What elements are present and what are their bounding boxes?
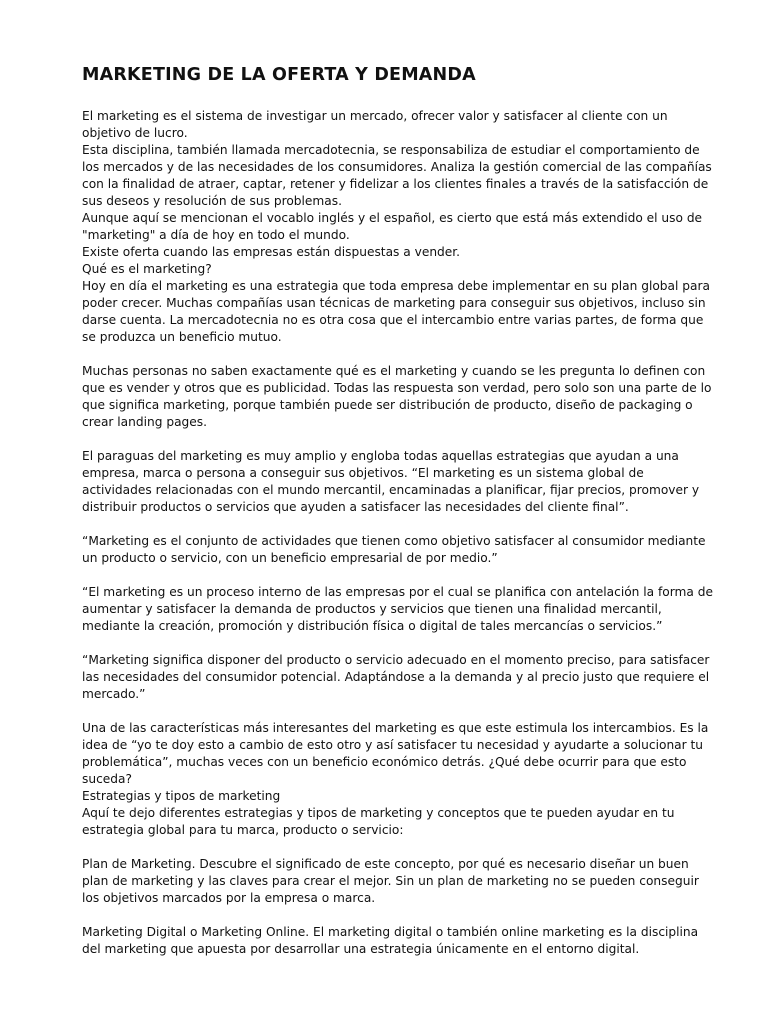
paragraph-definition: El marketing es el sistema de investigar un mercado, ofrecer valor y satisfacer al cliente con un objetivo de lucro. xyxy=(82,109,668,140)
paragraph-umbrella: El paraguas del marketing es muy amplio y engloba todas aquellas estrategias que ayudan a una empresa, marca o persona a conseguir sus objetivos. “El marketing es un sistema global de actividades relacionadas con el mundo mercantil, encaminadas a planificar, fijar precios, promover y distribuir productos o servicios que ayuden a satisfacer las necesidades del cliente final”. xyxy=(82,449,700,514)
paragraph-marketing-plan: Plan de Marketing. Descubre el significado de este concepto, por qué es necesario diseñar un buen plan de marketing y las claves para crear el mejor. Sin un plan de marketing no se pueden conseguir los objetivos marcados por la empresa o marca. xyxy=(82,857,699,905)
paragraph-quote-2: “El marketing es un proceso interno de las empresas por el cual se planifica con antelación la forma de aumentar y satisfacer la demanda de productos y servicios que tienen una finalidad mercantil, mediante la creación, promoción y distribución física o digital de tales mercancías o servicios.” xyxy=(82,585,713,633)
paragraph-people: Muchas personas no saben exactamente qué es el marketing y cuando se les pregunta lo definen con que es vender y otros que es publicidad. Todas las respuesta son verdad, pero solo son una parte de lo que significa marketing, porque también puede ser distribución de producto, diseño de packaging o crear landing pages. xyxy=(82,364,712,429)
paragraph-digital-marketing: Marketing Digital o Marketing Online. El marketing digital o también online marketing es la disciplina del marketing que apuesta por desarrollar una estrategia únicamente en el entorno digital. xyxy=(82,925,699,956)
paragraph-quote-1: “Marketing es el conjunto de actividades que tienen como objetivo satisfacer al consumidor mediante un producto o servicio, con un beneficio empresarial de por medio.” xyxy=(82,534,706,565)
paragraph-quote-3: “Marketing significa disponer del producto o servicio adecuado en el momento preciso, para satisfacer las necesidades del consumidor potencial. Adaptándose a la demanda y al precio justo que requiere el mercado.” xyxy=(82,653,710,701)
paragraph-strategies-heading: Estrategias y tipos de marketing xyxy=(82,789,281,803)
paragraph-offer: Existe oferta cuando las empresas están dispuestas a vender. xyxy=(82,245,461,259)
paragraph-question: Qué es el marketing? xyxy=(82,262,212,276)
paragraph-today: Hoy en día el marketing es una estrategia que toda empresa debe implementar en su plan global para poder crecer. Muchas compañías usan técnicas de marketing para conseguir sus objetivos, incluso sin darse cuenta. La mercadotecnia no es otra cosa que el intercambio entre varias partes, de forma que se produzca un beneficio mutuo. xyxy=(82,279,710,344)
document-body xyxy=(82,108,714,958)
paragraph-strategies-intro: Aquí te dejo diferentes estrategias y tipos de marketing y conceptos que te pueden ayudar en tu estrategia global para tu marca, producto o servicio: xyxy=(82,806,675,837)
document-title: MARKETING DE LA OFERTA Y DEMANDA xyxy=(82,65,476,85)
paragraph-exchange: Una de las características más interesantes del marketing es que este estimula los intercambios. Es la idea de “yo te doy esto a cambio de esto otro y así satisfacer tu necesidad y ayudarte a solucionar tu problemática”, muchas veces con un beneficio económico detrás. ¿Qué debe ocurrir para que esto suceda? xyxy=(82,721,709,786)
document-page xyxy=(82,62,714,958)
paragraph-discipline: Esta disciplina, también llamada mercadotecnia, se responsabiliza de estudiar el comportamiento de los mercados y de las necesidades de los consumidores. Analiza la gestión comercial de las compañías con la finalidad de atraer, captar, retener y fidelizar a los clientes finales a través de la satisfacción de sus deseos y resolución de sus problemas. xyxy=(82,143,712,208)
paragraph-vocabulary: Aunque aquí se mencionan el vocablo inglés y el español, es cierto que está más extendido el uso de "marketing" a día de hoy en todo el mundo. xyxy=(82,211,703,242)
